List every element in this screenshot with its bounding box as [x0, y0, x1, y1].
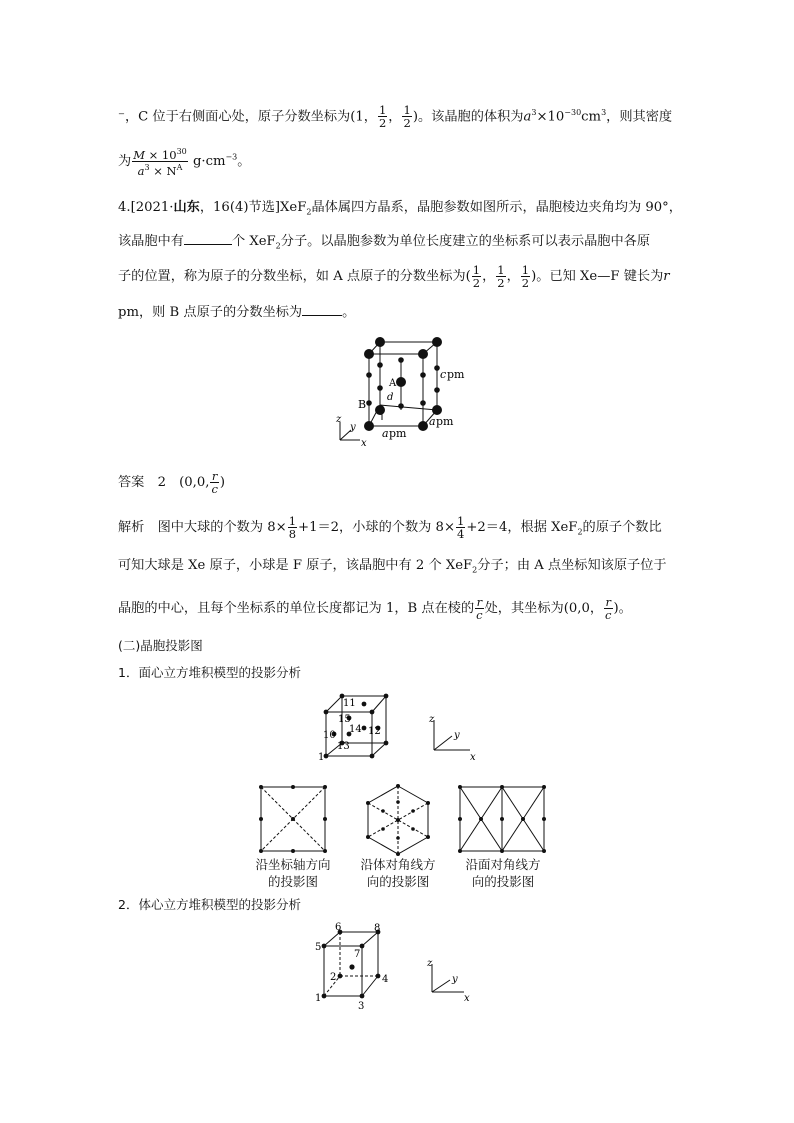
svg-text:z: z	[429, 714, 435, 725]
axes-icon	[424, 956, 484, 1006]
svg-text:11: 11	[343, 698, 356, 709]
analysis-line-1: 解析 图中大球的个数为 8× $\frac{1}{8}$ +1＝2，小球的个数为 8× $\frac{1}{4}$ +2＝4，根据 XeF$_2$的原子个数比	[118, 514, 662, 541]
svg-text:y: y	[350, 422, 356, 433]
svg-text:5: 5	[315, 942, 322, 953]
label-d: d	[387, 392, 394, 403]
svg-text:a: a	[382, 427, 389, 440]
item-2-heading: 2．体心立方堆积模型的投影分析	[118, 897, 301, 912]
svg-text:15: 15	[338, 714, 351, 725]
label-B: B	[358, 398, 367, 411]
svg-text:14: 14	[349, 724, 362, 735]
section-title: (二)晶胞投影图	[118, 638, 203, 653]
projection-axis-square	[258, 784, 328, 854]
svg-text:a: a	[429, 415, 436, 428]
fraction: $\frac{1}{2}$	[403, 103, 411, 131]
svg-text:z: z	[427, 958, 433, 969]
answer-blank-1[interactable]	[184, 232, 232, 245]
question-4-line-3: 子的位置，称为原子的分数坐标，如 A 点原子的分数坐标为( $\frac{1}{2}$ ， $\frac{1}{2}$ ， $\frac{1}{2}$ )。已知 Xe—F 键长为r	[118, 263, 670, 290]
text-line-2: 为 $\frac{M \times 10^{30}}{a^3 \times N^A}$ $g\cdot cm^{-3}$。	[118, 147, 251, 178]
svg-text:10: 10	[323, 730, 336, 741]
svg-text:x: x	[361, 438, 367, 449]
svg-text:8: 8	[374, 923, 381, 934]
svg-text:x: x	[464, 993, 470, 1004]
svg-text:pm: pm	[389, 427, 407, 440]
question-4-line-1: 4.[2021·山东，16(4)节选]XeF$_2$晶体属四方晶系，晶胞参数如图所示，晶胞棱边夹角均为 90°，	[118, 200, 682, 217]
projection-caption-3: 沿面对角线方 向的投影图	[465, 857, 541, 889]
answer-blank-2[interactable]	[302, 303, 342, 316]
question-4-line-4: pm，则 B 点原子的分数坐标为 。	[118, 305, 356, 320]
label-A: A	[389, 378, 397, 389]
svg-text:y: y	[454, 730, 460, 741]
svg-text:7: 7	[354, 949, 361, 960]
svg-text:3: 3	[358, 1001, 365, 1012]
density-fraction: $\frac{M \times 10^{30}}{a^3 \times N^A}$	[133, 147, 187, 178]
svg-text:6: 6	[335, 922, 342, 933]
item-1-heading: 1．面心立方堆积模型的投影分析	[118, 665, 301, 680]
projection-body-diagonal-hexagon	[362, 784, 434, 856]
svg-text:pm: pm	[447, 368, 465, 381]
svg-text:1: 1	[318, 752, 325, 763]
svg-text:12: 12	[368, 726, 381, 737]
question-4-line-2: 该晶胞中有 个 XeF$_2$分子。以晶胞参数为单位长度建立的坐标系可以表示晶胞中各原	[118, 234, 651, 251]
svg-text:2: 2	[330, 972, 337, 983]
xef2-unit-cell-figure	[325, 330, 475, 450]
svg-text:x: x	[470, 752, 476, 762]
svg-text:z: z	[336, 414, 342, 425]
svg-text:y: y	[452, 974, 458, 985]
svg-text:pm: pm	[436, 415, 454, 428]
svg-text:1: 1	[315, 993, 322, 1004]
text-line-1: ⁻，C 位于右侧面心处，原子分数坐标为(1， $\frac{1}{2}$ ， $\frac{1}{2}$ )。该晶胞的体积为$a^3\times 10^{-30}cm^3$，则其密度	[118, 103, 673, 131]
axes-icon	[426, 712, 486, 762]
projection-face-diagonal-rect	[458, 784, 548, 854]
analysis-line-2: 可知大球是 Xe 原子，小球是 F 原子，该晶胞中有 2 个 XeF$_2$分子；由 A 点坐标知该原子位于	[118, 558, 667, 575]
bcc-cube-figure	[312, 922, 402, 1012]
svg-text:4: 4	[382, 974, 389, 985]
projection-caption-1: 沿坐标轴方向 的投影图	[255, 857, 331, 889]
answer-line: 答案 2 (0,0, $\frac{r}{c}$ )	[118, 469, 226, 496]
svg-text:13: 13	[337, 741, 350, 752]
label-c: c	[440, 368, 447, 381]
fcc-cube-figure	[310, 688, 410, 766]
analysis-line-3: 晶胞的中心，且每个坐标系的单位长度都记为 1，B 点在棱的 $\frac{r}{c}$ 处，其坐标为(0,0， $\frac{r}{c}$ )。	[118, 595, 632, 622]
fraction: $\frac{1}{2}$	[378, 103, 387, 131]
projection-caption-2: 沿体对角线方 向的投影图	[360, 857, 436, 889]
